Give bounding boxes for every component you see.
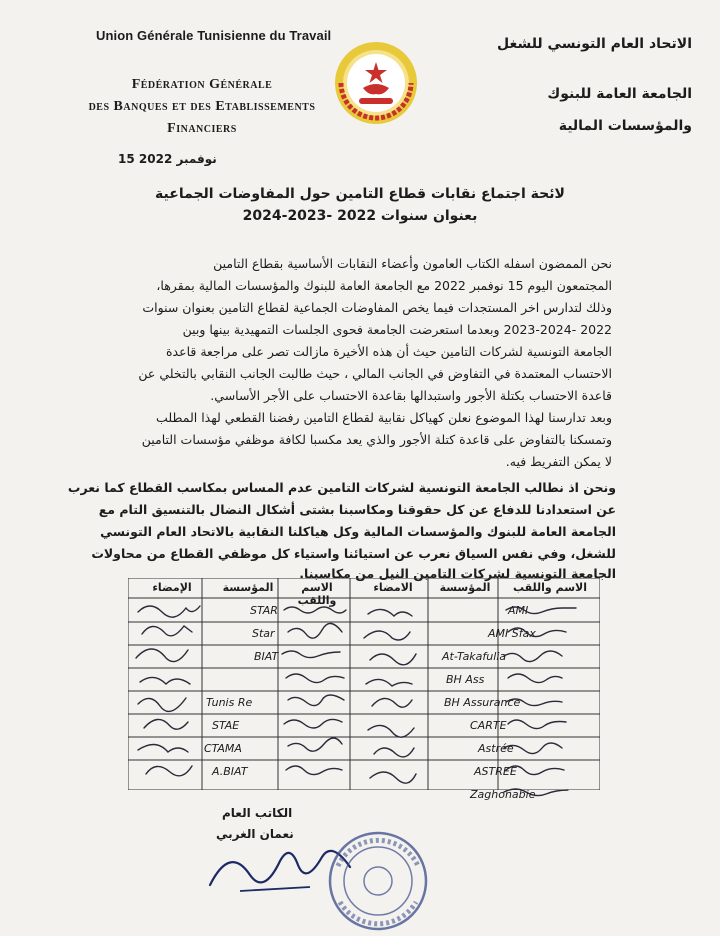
right-institution-cell: At-Takafulia <box>442 650 507 663</box>
right-institution-cell: ASTREE <box>474 765 517 778</box>
right-institution-cell: BH Ass <box>446 673 485 686</box>
table-header-name-right: الاسم واللقب <box>512 581 588 594</box>
federation-line-1: Fédération Générale <box>131 77 273 92</box>
secretary-general-name: نعمان الغربي <box>216 827 294 841</box>
federation-name-arabic <box>547 78 692 142</box>
table-header-signature-right: الامضاء <box>373 581 413 594</box>
right-institution-cell: Astrée <box>478 742 514 755</box>
bold-paragraph-line: ونحن اذ نطالب الجامعة التونسية لشركات التامين عدم المساس بمكاسب القطاع كما نعرب <box>67 480 616 495</box>
left-institution-cell: A.BIAT <box>212 765 248 778</box>
body-line: وبعد تدارسنا لهذا الموضوع نعلن كهياكل نقابية لقطاع التامين رفضنا القطعي لهذا المطلب <box>156 410 612 425</box>
body-line: الاحتساب المعتمدة في التفاوض في الجانب المالي ، حيث طالبت الجانب النقابي بالتخلي عن <box>138 366 612 381</box>
body-line: وتمسكنا بالتفاوض على قاعدة كتلة الأجور والذي يعد مكسبا لكافة موظفي مؤسسات التامين <box>141 432 612 447</box>
bold-paragraph-line: للشغل، وفي نفس السياق نعرب عن استيائنا واستياء كل موظفي القطاع من محاولات <box>91 546 616 561</box>
left-institution-cell: Tunis Re <box>206 696 253 709</box>
federation-line-3: Financiers <box>167 121 237 136</box>
right-institution-cell: AMI Sfax <box>488 627 536 640</box>
right-institution-cell: Zaghonabie <box>470 788 536 801</box>
table-header-institution-left: المؤسسة <box>222 581 274 594</box>
document-title-line-1: لائحة اجتماع نقابات قطاع التامين حول المفاوضات الجماعية <box>155 186 565 202</box>
right-institution-cell: CARTE <box>470 719 507 732</box>
ugtt-emblem-icon <box>333 40 419 126</box>
left-institution-cell: STAR <box>250 604 278 617</box>
left-institution-cell: BIAT <box>254 650 279 663</box>
table-header-signature-left: الإمضاء <box>152 581 192 594</box>
right-institution-cell: AMI <box>508 604 529 617</box>
table-header-name-left: الاسم واللقب <box>297 581 337 607</box>
document-date: 15 نوفمبر 2022 <box>118 152 217 166</box>
body-line: قاعدة الاحتساب بكتلة الأجور واستبدالها بقاعدة الاحتساب على الأجر الأساسي. <box>210 388 612 403</box>
bold-paragraph-line: عن استعدادنا للدفاع عن كل حقوقنا ومكاسبنا بشتى أشكال النضال بالتنسيق التام مع <box>98 502 616 517</box>
body-line: 2022 -2023-2024 وبعدما استعرضت الجامعة فحوى الجلسات التمهيدية بينها وبين <box>182 322 612 337</box>
bold-paragraph-line: الجامعة العامة للبنوك والمؤسسات المالية وكل هياكلنا النقابية بالاتحاد العام التونسي <box>100 524 616 539</box>
bold-paragraph-line: الجامعة التونسية لشركات التامين النيل من مكاسبنا. <box>299 566 616 581</box>
union-stamp-icon <box>318 826 438 936</box>
body-line: لا يمكن التفريط فيه. <box>505 454 612 469</box>
left-institution-cell: Star <box>252 627 275 640</box>
document-title-line-2: بعنوان سنوات 2022 -2023-2024 <box>242 208 478 224</box>
table-header-institution-right: المؤسسة <box>439 581 491 594</box>
federation-name-french <box>66 74 338 140</box>
handwritten-signatures <box>128 598 600 798</box>
left-institution-cell: STAE <box>212 719 240 732</box>
left-institution-cell: CTAMA <box>204 742 242 755</box>
body-line: المجتمعون اليوم 15 نوفمبر 2022 مع الجامعة العامة للبنوك والمؤسسات المالية بمقرها، <box>156 278 612 293</box>
federation-line-2: des Banques et des Etablissements <box>88 99 316 114</box>
union-name-arabic: الاتحاد العام التونسي للشغل <box>497 36 692 52</box>
body-line: الجامعة التونسية لشركات التامين حيث أن هذه الأخيرة مازالت تصر على مراجعة قاعدة <box>166 344 612 359</box>
secretary-general-title: الكاتب العام <box>222 806 293 820</box>
federation-ar-line-2: والمؤسسات المالية <box>558 118 692 134</box>
federation-ar-line-1: الجامعة العامة للبنوك <box>547 86 692 102</box>
body-line: نحن الممضون اسفله الكتاب العامون وأعضاء النقابات الأساسية بقطاع التامين <box>213 256 612 271</box>
union-name-french: Union Générale Tunisienne du Travail <box>96 28 332 43</box>
right-institution-cell: BH Assurance <box>444 696 521 709</box>
body-line: وذلك لتدارس اخر المستجدات فيما يخص المفاوضات الجماعية لقطاع التامين بعنوان سنوات <box>142 300 612 315</box>
